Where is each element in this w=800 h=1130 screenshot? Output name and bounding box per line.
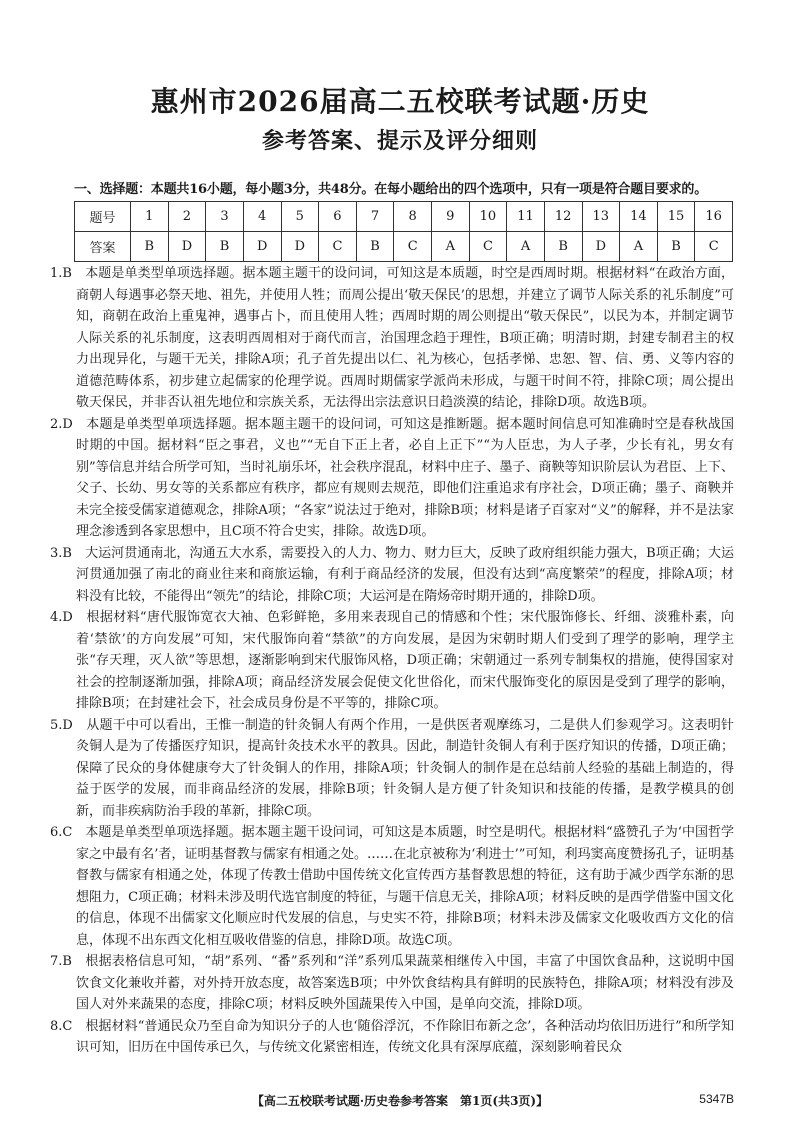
explanation-item <box>50 607 734 715</box>
explanation-text: 根据材料“唐代服饰宽衣大袖、色彩鲜艳，多用来表现自己的情感和个性；宋代服饰修长、纤细、淡雅朴素，向着‘禁欲’的方向发展”可知，宋代服饰向着“禁欲”的方向发展，是因为宋朝时期人们受到了理学的影响，理学主张“存天理，灭人欲”等思想，逐渐影响到宋代服饰风格，D项正确；宋朝通过一系列专制集权的措施，使得国家对社会的控制逐渐加强，排除A项；商品经济发展会促使文化世俗化，而宋代服饰变化的原因是受到了理学的影响，排除B项；在封建社会下，社会成员身份是不平等的，排除C项。 <box>76 610 734 711</box>
question-number-cell: 2 <box>168 202 206 232</box>
answer-cell: D <box>582 232 620 262</box>
section-heading: 一、选择题：本题共16小题，每小题3分，共48分。在每小题给出的四个选项中，只有一项是符合题目要求的。 <box>74 182 708 197</box>
question-number-cell: 3 <box>206 202 244 232</box>
explanation-number: 3.B <box>50 545 72 561</box>
answer-cell: B <box>131 232 169 262</box>
answer-cell: A <box>620 232 658 262</box>
explanation-text: 本题是单类型单项选择题。据本题主题干设问词，可知这是本质题，时空是明代。根据材料“盛赞孔子为‘中国哲学家之中最有名’者，证明基督教与儒家有相通之处。……在北京被称为‘利进士’”可知，利玛窦高度赞扬孔子，证明基督教与儒家有相通之处，体现了传教士借助中国传统文化宣传西方基督教思想的特征，这有助于减少西学东渐的思想阻力，C项正确；材料未涉及明代选官制度的特征，与题干信息无关，排除A项；材料反映的是西学借鉴中国文化的信息，体现不出儒家文化顺应时代发展的信息，与史实不符，排除B项；材料未涉及儒家文化吸收西方文化的信息，体现不出东西文化相互吸收借鉴的信息，排除D项。故选C项。 <box>76 825 734 948</box>
explanation-number: 2.D <box>50 416 73 432</box>
question-number-cell: 5 <box>281 202 319 232</box>
explanation-number: 5.D <box>50 717 73 733</box>
answer-cell: D <box>168 232 206 262</box>
answer-cell: B <box>206 232 244 262</box>
question-number-cell: 13 <box>582 202 620 232</box>
question-number-cell: 11 <box>507 202 545 232</box>
page-footer: 【高二五校联考试题·历史卷参考答案 第1页(共3页)】 <box>251 1094 549 1108</box>
explanation-item <box>50 951 734 1016</box>
answer-cell: D <box>243 232 281 262</box>
answer-row <box>75 232 733 262</box>
question-number-cell: 4 <box>243 202 281 232</box>
explanation-text: 根据表格信息可知，“胡”系列、“番”系列和“洋”系列瓜果蔬菜相继传入中国，丰富了中国饮食品种，这说明中国饮食文化兼收并蓄，对外持开放态度，故答案选B项；中外饮食结构具有鲜明的民族特色，排除A项；材料没有涉及国人对外来蔬果的态度，排除C项；材料反映外国蔬果传入中国，是单向交流，排除D项。 <box>76 954 734 1012</box>
explanation-text: 从题干中可以看出，王惟一制造的针灸铜人有两个作用，一是供医者观摩练习，二是供人们参观学习。这表明针灸铜人是为了传播医疗知识，提高针灸技术水平的教具。因此，制造针灸铜人有利于医疗知识的传播，D项正确；保障了民众的身体健康夸大了针灸铜人的作用，排除A项；针灸铜人的制作是在总结前人经验的基础上制造的，得益于医学的发展，而非商品经济的发展，排除B项；针灸铜人是方便了针灸知识和技能的传播，是教学模具的创新，而非疾病防治手段的革新，排除C项。 <box>76 717 734 819</box>
explanation-text: 根据材料“普通民众乃至自命为知识分子的人也‘随俗浮沉，不作除旧布新之念’，各种活动均依旧历进行”和所学知识可知，旧历在中国传承已久，与传统文化紧密相连，传统文化具有深厚底蕴，深刻影响着民众 <box>76 1018 734 1055</box>
answer-cell: C <box>319 232 357 262</box>
explanation-number: 1.B <box>50 266 72 281</box>
page-title: 惠州市2026届高二五校联考试题·历史 <box>150 85 650 118</box>
explanation-item <box>50 414 734 543</box>
answer-cell: A <box>507 232 545 262</box>
question-number-cell: 12 <box>544 202 582 232</box>
answer-cell: B <box>356 232 394 262</box>
answer-cell: C <box>394 232 432 262</box>
answer-cell: C <box>695 232 733 262</box>
question-number-cell: 10 <box>469 202 507 232</box>
explanation-number: 4.D <box>50 610 73 625</box>
explanation-text: 本题是单类型单项选择题。据本题主题干的设问词，可知这是推断题。据本题时间信息可知准确时空是春秋战国时期的中国。据材料“臣之事君，义也”“无自下正上者，必自上正下”“为人臣忠，为人子孝，少长有礼，男女有别”等信息并结合所学可知，当时礼崩乐坏，社会秩序混乱，材料中庄子、墨子、商鞅等知识阶层认为君臣、上下、父子、长幼、男女等的关系都应有秩序，都应有规则去规范，即他们注重追求有序社会，D项正确；墨子、商鞅并未完全接受儒家道德观念，排除A项；“各家”说法过于绝对，排除B项；材料是诸子百家对“义”的解释，并不是法家理念渗透到各家思想中，且C项不符合史实，排除。故选D项。 <box>76 416 734 539</box>
answer-cell: B <box>544 232 582 262</box>
document-code: 5347B <box>699 1092 734 1106</box>
explanation-number: 6.C <box>50 825 73 840</box>
answer-cell: C <box>469 232 507 262</box>
question-number-cell: 6 <box>319 202 357 232</box>
question-number-cell: 9 <box>432 202 470 232</box>
page-subtitle: 参考答案、提示及评分细则 <box>261 128 538 154</box>
question-number-cell: 15 <box>657 202 695 232</box>
explanation-item <box>50 543 734 608</box>
explanation-item <box>50 1016 734 1059</box>
question-number-cell: 16 <box>695 202 733 232</box>
question-number-cell: 14 <box>620 202 658 232</box>
explanation-number: 8.C <box>50 1018 73 1034</box>
answer-row-label: 答案 <box>75 232 131 262</box>
answer-cell: A <box>432 232 470 262</box>
question-number-cell: 8 <box>394 202 432 232</box>
explanation-text: 大运河贯通南北，沟通五大水系，需要投入的人力、物力、财力巨大，反映了政府组织能力强大，B项正确；大运河贯通加强了南北的商业往来和商旅运输，有利于商品经济的发展，但没有达到“高度繁荣”的程度，排除A项；材料没有比较，不能得出“领先”的结论，排除C项；大运河是在隋炀帝时期开通的，排除D项。 <box>76 545 734 604</box>
answer-table <box>74 201 733 262</box>
explanation-item <box>50 263 734 414</box>
number-row <box>75 202 733 232</box>
explanation-item <box>50 715 734 823</box>
answer-cell: B <box>657 232 695 262</box>
number-row-label: 题号 <box>75 202 131 232</box>
question-number-cell: 1 <box>131 202 169 232</box>
question-number-cell: 7 <box>356 202 394 232</box>
explanation-item <box>50 822 734 951</box>
explanation-number: 7.B <box>50 954 72 969</box>
answer-cell: D <box>281 232 319 262</box>
explanation-text: 本题是单类型单项选择题。据本题主题干的设问词，可知这是本质题，时空是西周时期。根据材料“在政治方面，商朝人每遇事必祭天地、祖先，并使用人牲；而周公提出‘敬天保民’的思想，并建立了调节人际关系的礼乐制度”可知，商朝在政治上重鬼神，遇事占卜，而且使用人牲；西周时期的周公则提出“敬天保民”，以民为本，并制定调节人际关系的礼乐制度，这表明西周相对于商代而言，治国理念趋于理性，B项正确；明清时期，封建专制君主的权力出现异化，与题干无关，排除A项；孔子首先提出以仁、礼为核心，包括孝悌、忠恕、智、信、勇、义等内容的道德范畴体系，初步建立起儒家的伦理学说。西周时期儒家学派尚未形成，与题干时间不符，排除C项；周公提出敬天保民，并非否认祖先地位和宗族关系，无法得出宗法意识日趋淡漠的结论，排除D项。故选B项。 <box>76 266 734 410</box>
explanations-list <box>50 263 734 1059</box>
